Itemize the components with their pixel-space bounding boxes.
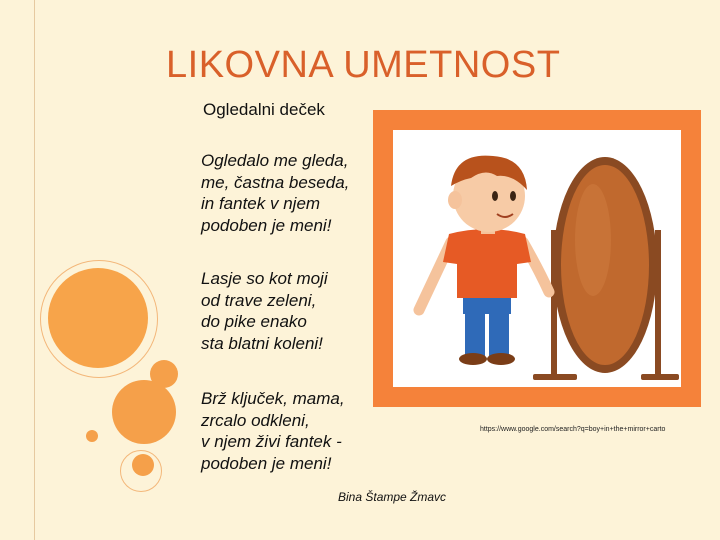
- poem-stanza-2: [201, 268, 328, 354]
- poem-line: in fantek v njem: [201, 194, 321, 213]
- decorative-circle-small: [132, 454, 154, 476]
- decorative-circle-large: [48, 268, 148, 368]
- poem-line: Ogledalo me gleda,: [201, 151, 349, 170]
- poem-line: do pike enako: [201, 312, 307, 331]
- poem-line: zrcalo odkleni,: [201, 410, 310, 430]
- poem-line: v njem živi fantek -: [201, 432, 342, 451]
- boy-with-mirror-illustration-icon: [393, 130, 681, 387]
- poem-line: Brž ključek, mama,: [201, 389, 345, 408]
- poem-line: sta blatni koleni!: [201, 333, 323, 353]
- poem-stanza-3: [201, 388, 345, 474]
- source-link[interactable]: https://www.google.com/search?q=boy+in+the+mirror+carto: [480, 426, 666, 433]
- decorative-line: [34, 0, 35, 540]
- illustration-frame: [373, 110, 701, 407]
- decorative-circle-dot: [86, 430, 98, 442]
- decorative-circle-medium: [112, 380, 176, 444]
- poem-author: Bina Štampe Žmavc: [338, 490, 447, 504]
- poem-line: podoben je meni!: [201, 215, 332, 235]
- slide-title: LIKOVNA UMETNOST: [166, 44, 561, 86]
- poem-title: Ogledalni deček: [203, 100, 325, 119]
- illustration-canvas: [393, 130, 681, 387]
- poem-line: podoben je meni!: [201, 453, 332, 473]
- poem-line: me, častna beseda,: [201, 172, 350, 192]
- boy-figure: [419, 156, 549, 365]
- poem-stanza-1: [201, 150, 349, 236]
- poem-line: Lasje so kot moji: [201, 269, 328, 288]
- poem-line: od trave zeleni,: [201, 290, 317, 310]
